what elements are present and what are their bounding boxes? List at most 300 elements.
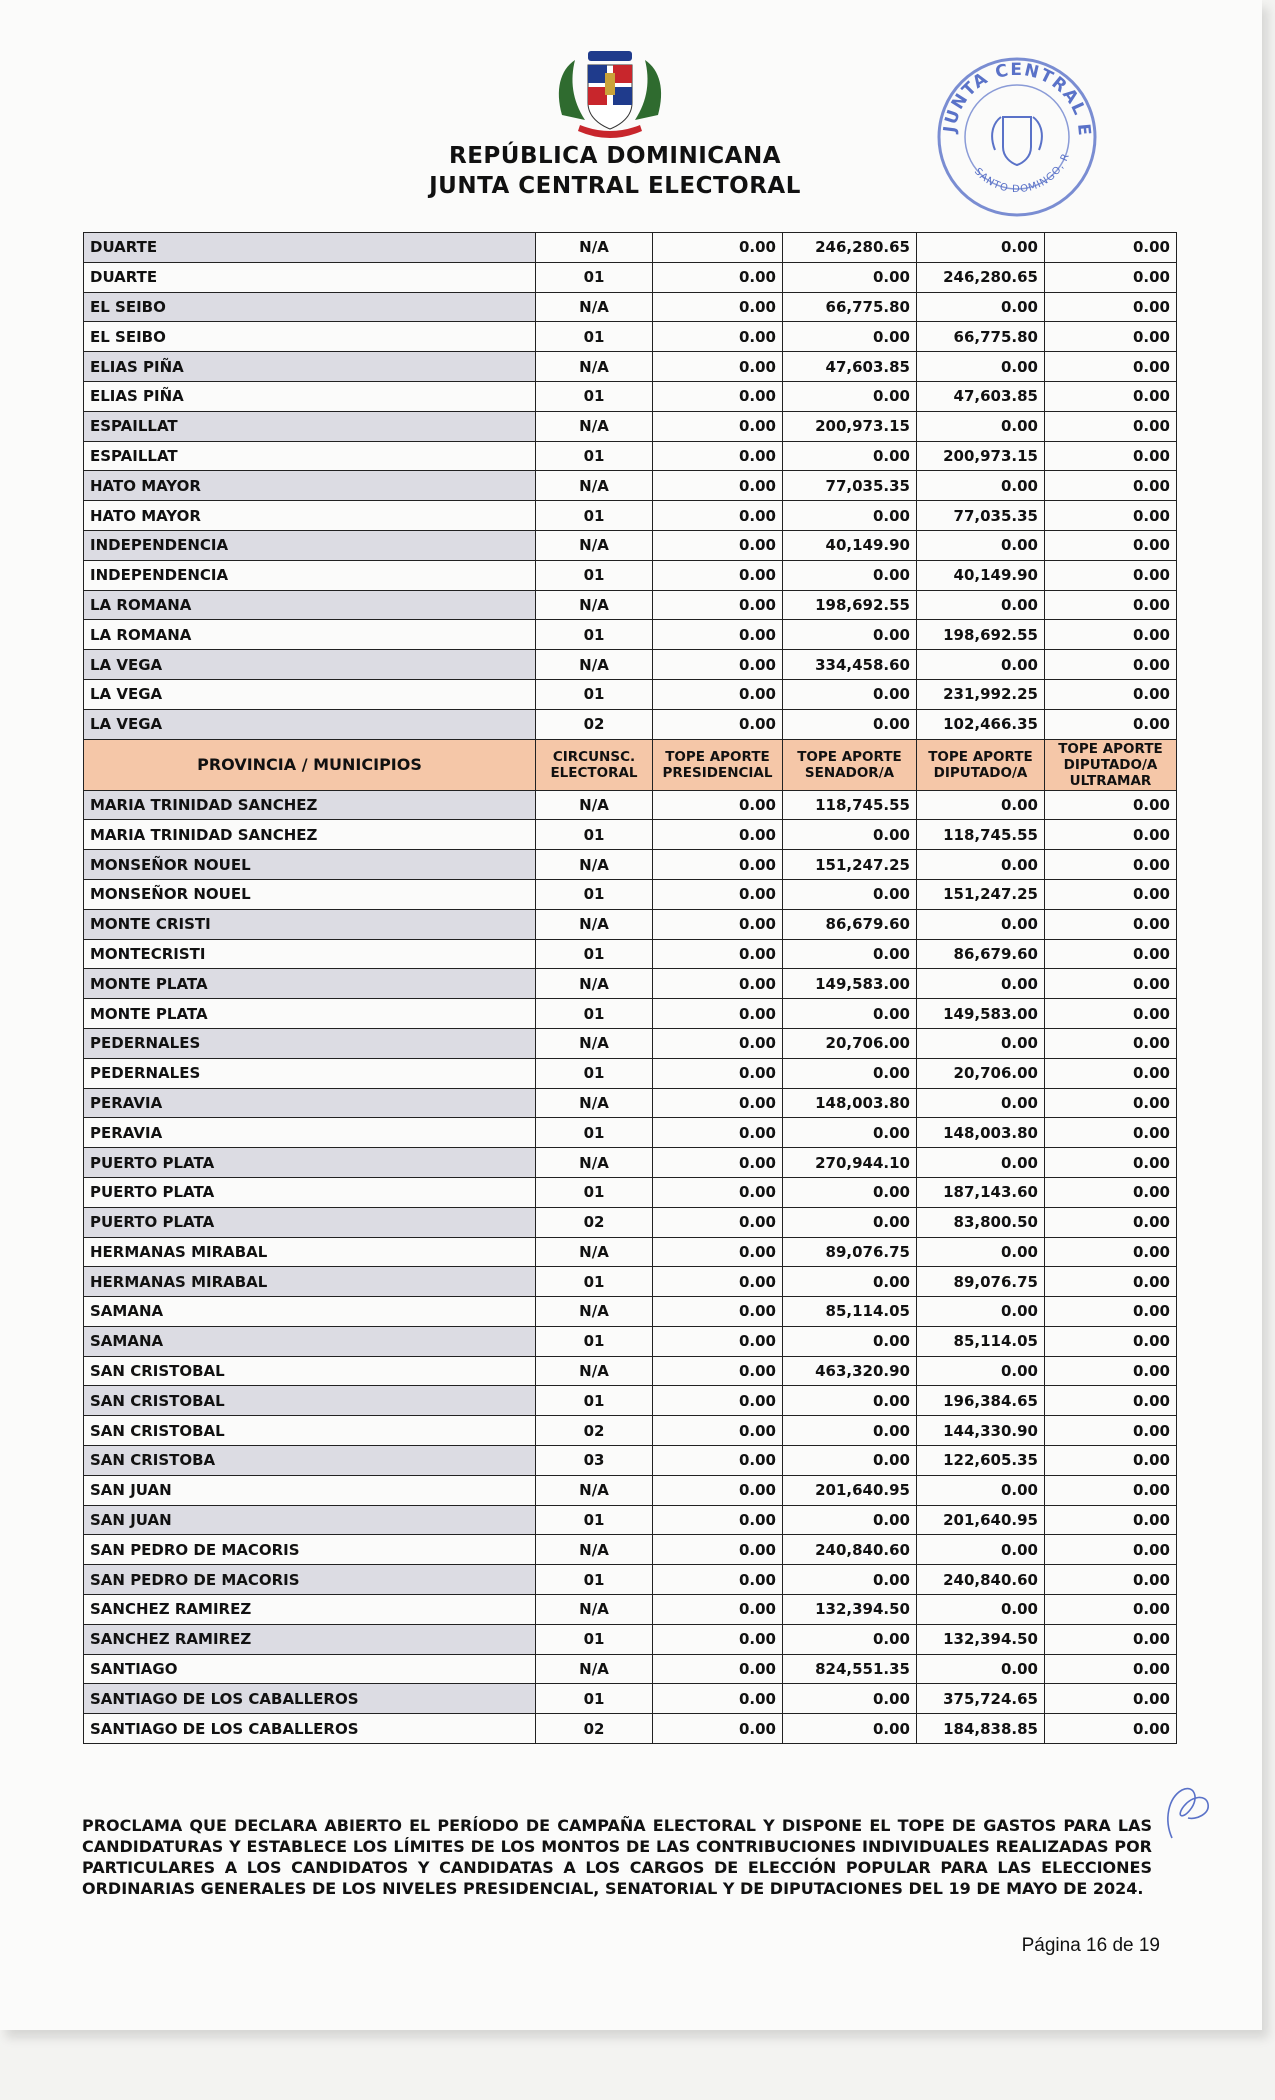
cell-presidencial: 0.00 bbox=[653, 322, 783, 352]
official-seal-stamp bbox=[925, 55, 1110, 220]
cell-diputado: 0.00 bbox=[917, 292, 1045, 322]
cell-provincia: HERMANAS MIRABAL bbox=[84, 1267, 536, 1297]
cell-presidencial: 0.00 bbox=[653, 1118, 783, 1148]
cell-circunscripcion: N/A bbox=[536, 411, 653, 441]
table-row bbox=[84, 1654, 1177, 1684]
cell-diputado: 122,605.35 bbox=[917, 1446, 1045, 1476]
table-row bbox=[84, 1624, 1177, 1654]
cell-presidencial: 0.00 bbox=[653, 292, 783, 322]
table-row bbox=[84, 679, 1177, 709]
cell-provincia: MARIA TRINIDAD SANCHEZ bbox=[84, 790, 536, 820]
cell-diputado: 86,679.60 bbox=[917, 939, 1045, 969]
cell-diputado: 0.00 bbox=[917, 530, 1045, 560]
cell-ultramar: 0.00 bbox=[1045, 292, 1177, 322]
cell-provincia: MONTE PLATA bbox=[84, 969, 536, 999]
cell-ultramar: 0.00 bbox=[1045, 650, 1177, 680]
proclamation-caption: PROCLAMA QUE DECLARA ABIERTO EL PERÍODO DE CAMPAÑA ELECTORAL Y DISPONE EL TOPE DE GASTOS PARA LAS CANDIDATURAS Y ESTABLECE LOS LÍMITES DE LOS MONTOS DE LAS CONTRIBUCIONES INDIVIDUALES REALIZADAS POR PARTICULARES A LOS CANDIDATOS Y CANDIDATAS A LOS CARGOS DE ELECCIÓN POPULAR PARA LAS ELECCIONES ORDINARIAS GENERALES DE LOS NIVELES PRESIDENCIAL, SENATORIAL Y DE DIPUTACIONES DEL 19 DE MAYO DE 2024. bbox=[82, 1816, 1152, 1898]
table-row bbox=[84, 1028, 1177, 1058]
cell-diputado: 0.00 bbox=[917, 471, 1045, 501]
cell-senador: 270,944.10 bbox=[783, 1148, 917, 1178]
cell-presidencial: 0.00 bbox=[653, 1237, 783, 1267]
cell-diputado: 151,247.25 bbox=[917, 879, 1045, 909]
cell-diputado: 132,394.50 bbox=[917, 1624, 1045, 1654]
table-row bbox=[84, 1267, 1177, 1297]
cell-circunscripcion: 01 bbox=[536, 262, 653, 292]
cell-provincia: PERAVIA bbox=[84, 1088, 536, 1118]
cell-ultramar: 0.00 bbox=[1045, 820, 1177, 850]
cell-ultramar: 0.00 bbox=[1045, 709, 1177, 739]
cell-diputado: 0.00 bbox=[917, 1148, 1045, 1178]
cell-diputado: 0.00 bbox=[917, 1297, 1045, 1327]
cell-diputado: 231,992.25 bbox=[917, 679, 1045, 709]
header-title-republica: REPÚBLICA DOMINICANA bbox=[448, 143, 781, 169]
cell-circunscripcion: 01 bbox=[536, 1267, 653, 1297]
cell-diputado: 198,692.55 bbox=[917, 620, 1045, 650]
cell-diputado: 89,076.75 bbox=[917, 1267, 1045, 1297]
cell-ultramar: 0.00 bbox=[1045, 262, 1177, 292]
table-row bbox=[84, 650, 1177, 680]
cell-provincia: SANTIAGO bbox=[84, 1654, 536, 1684]
cell-provincia: PEDERNALES bbox=[84, 1028, 536, 1058]
cell-provincia: ESPAILLAT bbox=[84, 441, 536, 471]
table-row bbox=[84, 1416, 1177, 1446]
cell-presidencial: 0.00 bbox=[653, 1297, 783, 1327]
cell-presidencial: 0.00 bbox=[653, 1416, 783, 1446]
cell-diputado: 0.00 bbox=[917, 850, 1045, 880]
cell-ultramar: 0.00 bbox=[1045, 1386, 1177, 1416]
cell-ultramar: 0.00 bbox=[1045, 560, 1177, 590]
cell-senador: 118,745.55 bbox=[783, 790, 917, 820]
cell-presidencial: 0.00 bbox=[653, 820, 783, 850]
cell-ultramar: 0.00 bbox=[1045, 1326, 1177, 1356]
cell-senador: 66,775.80 bbox=[783, 292, 917, 322]
table-row bbox=[84, 1535, 1177, 1565]
cell-circunscripcion: 01 bbox=[536, 560, 653, 590]
cell-diputado: 0.00 bbox=[917, 1356, 1045, 1386]
cell-circunscripcion: 01 bbox=[536, 1058, 653, 1088]
table-row bbox=[84, 1326, 1177, 1356]
cell-ultramar: 0.00 bbox=[1045, 1028, 1177, 1058]
table-row bbox=[84, 969, 1177, 999]
cell-senador: 0.00 bbox=[783, 709, 917, 739]
cell-ultramar: 0.00 bbox=[1045, 1624, 1177, 1654]
cell-provincia: EL SEIBO bbox=[84, 292, 536, 322]
cell-presidencial: 0.00 bbox=[653, 1654, 783, 1684]
cell-circunscripcion: 01 bbox=[536, 879, 653, 909]
table-row bbox=[84, 1565, 1177, 1595]
cell-senador: 246,280.65 bbox=[783, 233, 917, 263]
cell-diputado: 102,466.35 bbox=[917, 709, 1045, 739]
cell-provincia: MONTE PLATA bbox=[84, 999, 536, 1029]
cell-ultramar: 0.00 bbox=[1045, 1714, 1177, 1744]
cell-ultramar: 0.00 bbox=[1045, 322, 1177, 352]
cell-provincia: SAN CRISTOBAL bbox=[84, 1386, 536, 1416]
cell-provincia: SAN PEDRO DE MACORIS bbox=[84, 1535, 536, 1565]
cell-senador: 20,706.00 bbox=[783, 1028, 917, 1058]
cell-circunscripcion: 01 bbox=[536, 1177, 653, 1207]
cell-presidencial: 0.00 bbox=[653, 1595, 783, 1625]
table-row bbox=[84, 530, 1177, 560]
cell-presidencial: 0.00 bbox=[653, 441, 783, 471]
cell-senador: 40,149.90 bbox=[783, 530, 917, 560]
cell-senador: 0.00 bbox=[783, 1118, 917, 1148]
cell-senador: 47,603.85 bbox=[783, 352, 917, 382]
cell-circunscripcion: 01 bbox=[536, 1386, 653, 1416]
cell-provincia: MONTECRISTI bbox=[84, 939, 536, 969]
cell-diputado: 118,745.55 bbox=[917, 820, 1045, 850]
cell-diputado: 144,330.90 bbox=[917, 1416, 1045, 1446]
cell-senador: 151,247.25 bbox=[783, 850, 917, 880]
cell-circunscripcion: N/A bbox=[536, 590, 653, 620]
cell-circunscripcion: 02 bbox=[536, 709, 653, 739]
table-row bbox=[84, 1505, 1177, 1535]
cell-ultramar: 0.00 bbox=[1045, 1058, 1177, 1088]
header-title-junta: JUNTA CENTRAL ELECTORAL bbox=[429, 173, 801, 199]
cell-diputado: 66,775.80 bbox=[917, 322, 1045, 352]
cell-presidencial: 0.00 bbox=[653, 1148, 783, 1178]
cell-presidencial: 0.00 bbox=[653, 999, 783, 1029]
cell-senador: 0.00 bbox=[783, 1267, 917, 1297]
table-row bbox=[84, 1684, 1177, 1714]
cell-ultramar: 0.00 bbox=[1045, 501, 1177, 531]
cell-diputado: 200,973.15 bbox=[917, 441, 1045, 471]
cell-circunscripcion: 01 bbox=[536, 999, 653, 1029]
cell-circunscripcion: N/A bbox=[536, 530, 653, 560]
cell-provincia: SANTIAGO DE LOS CABALLEROS bbox=[84, 1714, 536, 1744]
cell-provincia: LA VEGA bbox=[84, 709, 536, 739]
cell-ultramar: 0.00 bbox=[1045, 879, 1177, 909]
cell-provincia: ELIAS PIÑA bbox=[84, 381, 536, 411]
svg-text:JUNTA CENTRAL ELECTORAL: JUNTA CENTRAL E bbox=[940, 59, 1095, 138]
cell-diputado: 77,035.35 bbox=[917, 501, 1045, 531]
cell-diputado: 149,583.00 bbox=[917, 999, 1045, 1029]
cell-diputado: 0.00 bbox=[917, 1088, 1045, 1118]
cell-diputado: 0.00 bbox=[917, 590, 1045, 620]
table-row bbox=[84, 620, 1177, 650]
cell-provincia: SAN JUAN bbox=[84, 1505, 536, 1535]
cell-provincia: SAN CRISTOBAL bbox=[84, 1416, 536, 1446]
cell-presidencial: 0.00 bbox=[653, 1386, 783, 1416]
cell-senador: 0.00 bbox=[783, 1058, 917, 1088]
cell-presidencial: 0.00 bbox=[653, 1267, 783, 1297]
table-row bbox=[84, 1088, 1177, 1118]
cell-senador: 0.00 bbox=[783, 679, 917, 709]
table-row bbox=[84, 262, 1177, 292]
cell-ultramar: 0.00 bbox=[1045, 1595, 1177, 1625]
cell-senador: 77,035.35 bbox=[783, 471, 917, 501]
cell-circunscripcion: N/A bbox=[536, 1475, 653, 1505]
cell-provincia: PEDERNALES bbox=[84, 1058, 536, 1088]
cell-presidencial: 0.00 bbox=[653, 262, 783, 292]
cell-diputado: 0.00 bbox=[917, 352, 1045, 382]
cell-provincia: SAMANA bbox=[84, 1326, 536, 1356]
cell-diputado: 0.00 bbox=[917, 1595, 1045, 1625]
cell-ultramar: 0.00 bbox=[1045, 1535, 1177, 1565]
cell-presidencial: 0.00 bbox=[653, 352, 783, 382]
cell-senador: 201,640.95 bbox=[783, 1475, 917, 1505]
table-row bbox=[84, 999, 1177, 1029]
cell-ultramar: 0.00 bbox=[1045, 590, 1177, 620]
cell-provincia: ESPAILLAT bbox=[84, 411, 536, 441]
table-row bbox=[84, 1356, 1177, 1386]
cell-diputado: 0.00 bbox=[917, 1028, 1045, 1058]
cell-senador: 0.00 bbox=[783, 1326, 917, 1356]
cell-senador: 0.00 bbox=[783, 381, 917, 411]
cell-provincia: HATO MAYOR bbox=[84, 501, 536, 531]
svg-text:SANTO DOMINGO, R.D.: SANTO DOMINGO, R bbox=[971, 151, 1072, 196]
cell-circunscripcion: N/A bbox=[536, 292, 653, 322]
cell-provincia: DUARTE bbox=[84, 262, 536, 292]
cell-ultramar: 0.00 bbox=[1045, 850, 1177, 880]
cell-senador: 0.00 bbox=[783, 1416, 917, 1446]
column-header-senador: TOPE APORTE SENADOR/A bbox=[783, 739, 917, 790]
cell-senador: 0.00 bbox=[783, 1505, 917, 1535]
cell-circunscripcion: 01 bbox=[536, 820, 653, 850]
cell-ultramar: 0.00 bbox=[1045, 679, 1177, 709]
coat-of-arms-icon bbox=[550, 45, 670, 145]
cell-ultramar: 0.00 bbox=[1045, 1684, 1177, 1714]
cell-senador: 240,840.60 bbox=[783, 1535, 917, 1565]
cell-senador: 149,583.00 bbox=[783, 969, 917, 999]
cell-circunscripcion: N/A bbox=[536, 1297, 653, 1327]
cell-presidencial: 0.00 bbox=[653, 1028, 783, 1058]
cell-circunscripcion: 01 bbox=[536, 381, 653, 411]
cell-ultramar: 0.00 bbox=[1045, 999, 1177, 1029]
handwritten-initials bbox=[1160, 1780, 1215, 1850]
cell-presidencial: 0.00 bbox=[653, 1177, 783, 1207]
cell-diputado: 83,800.50 bbox=[917, 1207, 1045, 1237]
cell-senador: 463,320.90 bbox=[783, 1356, 917, 1386]
page-number: Página 16 de 19 bbox=[1021, 1935, 1160, 1956]
cell-senador: 0.00 bbox=[783, 620, 917, 650]
cell-diputado: 20,706.00 bbox=[917, 1058, 1045, 1088]
cell-presidencial: 0.00 bbox=[653, 233, 783, 263]
cell-senador: 0.00 bbox=[783, 999, 917, 1029]
cell-ultramar: 0.00 bbox=[1045, 1565, 1177, 1595]
cell-diputado: 0.00 bbox=[917, 1475, 1045, 1505]
cell-provincia: SAN CRISTOBAL bbox=[84, 1356, 536, 1386]
cell-provincia: EL SEIBO bbox=[84, 322, 536, 352]
table-row bbox=[84, 1148, 1177, 1178]
cell-senador: 824,551.35 bbox=[783, 1654, 917, 1684]
cell-ultramar: 0.00 bbox=[1045, 441, 1177, 471]
cell-ultramar: 0.00 bbox=[1045, 1505, 1177, 1535]
cell-diputado: 0.00 bbox=[917, 1654, 1045, 1684]
cell-provincia: PUERTO PLATA bbox=[84, 1207, 536, 1237]
cell-ultramar: 0.00 bbox=[1045, 1118, 1177, 1148]
cell-presidencial: 0.00 bbox=[653, 1535, 783, 1565]
cell-circunscripcion: N/A bbox=[536, 1595, 653, 1625]
cell-circunscripcion: N/A bbox=[536, 1237, 653, 1267]
cell-presidencial: 0.00 bbox=[653, 969, 783, 999]
cell-ultramar: 0.00 bbox=[1045, 1416, 1177, 1446]
table-row bbox=[84, 1207, 1177, 1237]
cell-provincia: DUARTE bbox=[84, 233, 536, 263]
cell-presidencial: 0.00 bbox=[653, 879, 783, 909]
cell-circunscripcion: 02 bbox=[536, 1416, 653, 1446]
column-header-ultramar: TOPE APORTE DIPUTADO/A ULTRAMAR bbox=[1045, 739, 1177, 790]
cell-presidencial: 0.00 bbox=[653, 411, 783, 441]
table-row bbox=[84, 1475, 1177, 1505]
table-row bbox=[84, 1237, 1177, 1267]
cell-senador: 0.00 bbox=[783, 560, 917, 590]
cell-circunscripcion: 02 bbox=[536, 1207, 653, 1237]
cell-diputado: 0.00 bbox=[917, 411, 1045, 441]
table-row bbox=[84, 820, 1177, 850]
cell-circunscripcion: N/A bbox=[536, 471, 653, 501]
cell-circunscripcion: 01 bbox=[536, 1684, 653, 1714]
cell-circunscripcion: 02 bbox=[536, 1714, 653, 1744]
cell-senador: 334,458.60 bbox=[783, 650, 917, 680]
cell-senador: 86,679.60 bbox=[783, 909, 917, 939]
cell-circunscripcion: N/A bbox=[536, 352, 653, 382]
cell-ultramar: 0.00 bbox=[1045, 1207, 1177, 1237]
cell-senador: 0.00 bbox=[783, 322, 917, 352]
table-row bbox=[84, 560, 1177, 590]
cell-ultramar: 0.00 bbox=[1045, 411, 1177, 441]
cell-provincia: ELIAS PIÑA bbox=[84, 352, 536, 382]
cell-senador: 200,973.15 bbox=[783, 411, 917, 441]
cell-provincia: PERAVIA bbox=[84, 1118, 536, 1148]
cell-diputado: 196,384.65 bbox=[917, 1386, 1045, 1416]
cell-provincia: INDEPENDENCIA bbox=[84, 560, 536, 590]
cell-diputado: 240,840.60 bbox=[917, 1565, 1045, 1595]
cell-senador: 89,076.75 bbox=[783, 1237, 917, 1267]
table-row bbox=[84, 292, 1177, 322]
cell-ultramar: 0.00 bbox=[1045, 530, 1177, 560]
cell-circunscripcion: 01 bbox=[536, 1624, 653, 1654]
cell-senador: 0.00 bbox=[783, 501, 917, 531]
cell-senador: 0.00 bbox=[783, 441, 917, 471]
cell-provincia: LA VEGA bbox=[84, 650, 536, 680]
cell-provincia: SANTIAGO DE LOS CABALLEROS bbox=[84, 1684, 536, 1714]
cell-provincia: PUERTO PLATA bbox=[84, 1148, 536, 1178]
cell-provincia: LA VEGA bbox=[84, 679, 536, 709]
cell-presidencial: 0.00 bbox=[653, 1475, 783, 1505]
cell-ultramar: 0.00 bbox=[1045, 233, 1177, 263]
cell-provincia: SAN JUAN bbox=[84, 1475, 536, 1505]
table-row bbox=[84, 411, 1177, 441]
cell-presidencial: 0.00 bbox=[653, 1088, 783, 1118]
cell-provincia: SANCHEZ RAMIREZ bbox=[84, 1624, 536, 1654]
cell-presidencial: 0.00 bbox=[653, 650, 783, 680]
cell-circunscripcion: 01 bbox=[536, 1505, 653, 1535]
table-row bbox=[84, 850, 1177, 880]
cell-presidencial: 0.00 bbox=[653, 471, 783, 501]
cell-senador: 0.00 bbox=[783, 820, 917, 850]
cell-circunscripcion: 01 bbox=[536, 1118, 653, 1148]
table-row bbox=[84, 709, 1177, 739]
cell-presidencial: 0.00 bbox=[653, 1207, 783, 1237]
cell-senador: 85,114.05 bbox=[783, 1297, 917, 1327]
cell-presidencial: 0.00 bbox=[653, 1446, 783, 1476]
cell-diputado: 184,838.85 bbox=[917, 1714, 1045, 1744]
cell-circunscripcion: N/A bbox=[536, 969, 653, 999]
table-row bbox=[84, 1177, 1177, 1207]
cell-provincia: SAN PEDRO DE MACORIS bbox=[84, 1565, 536, 1595]
table-row bbox=[84, 909, 1177, 939]
cell-provincia: SAMANA bbox=[84, 1297, 536, 1327]
cell-circunscripcion: 01 bbox=[536, 501, 653, 531]
cell-circunscripcion: N/A bbox=[536, 1535, 653, 1565]
cell-ultramar: 0.00 bbox=[1045, 909, 1177, 939]
cell-provincia: INDEPENDENCIA bbox=[84, 530, 536, 560]
table-row bbox=[84, 1386, 1177, 1416]
cell-ultramar: 0.00 bbox=[1045, 1267, 1177, 1297]
cell-presidencial: 0.00 bbox=[653, 501, 783, 531]
cell-diputado: 187,143.60 bbox=[917, 1177, 1045, 1207]
cell-presidencial: 0.00 bbox=[653, 850, 783, 880]
table-row bbox=[84, 879, 1177, 909]
cell-presidencial: 0.00 bbox=[653, 1356, 783, 1386]
cell-presidencial: 0.00 bbox=[653, 1505, 783, 1535]
cell-senador: 198,692.55 bbox=[783, 590, 917, 620]
cell-diputado: 40,149.90 bbox=[917, 560, 1045, 590]
cell-circunscripcion: 01 bbox=[536, 1565, 653, 1595]
cell-presidencial: 0.00 bbox=[653, 1058, 783, 1088]
cell-ultramar: 0.00 bbox=[1045, 620, 1177, 650]
table-row bbox=[84, 1058, 1177, 1088]
cell-circunscripcion: N/A bbox=[536, 850, 653, 880]
cell-circunscripcion: 01 bbox=[536, 620, 653, 650]
cell-presidencial: 0.00 bbox=[653, 1684, 783, 1714]
cell-presidencial: 0.00 bbox=[653, 620, 783, 650]
cell-diputado: 375,724.65 bbox=[917, 1684, 1045, 1714]
cell-diputado: 0.00 bbox=[917, 1535, 1045, 1565]
table-row bbox=[84, 1595, 1177, 1625]
cell-presidencial: 0.00 bbox=[653, 679, 783, 709]
column-header-circunscripcion: CIRCUNSC. ELECTORAL bbox=[536, 739, 653, 790]
cell-diputado: 0.00 bbox=[917, 1237, 1045, 1267]
table-row bbox=[84, 322, 1177, 352]
table-row bbox=[84, 233, 1177, 263]
table-row bbox=[84, 1446, 1177, 1476]
cell-provincia: MARIA TRINIDAD SANCHEZ bbox=[84, 820, 536, 850]
cell-provincia: HERMANAS MIRABAL bbox=[84, 1237, 536, 1267]
column-header-diputado: TOPE APORTE DIPUTADO/A bbox=[917, 739, 1045, 790]
table-row bbox=[84, 471, 1177, 501]
cell-circunscripcion: 03 bbox=[536, 1446, 653, 1476]
cell-diputado: 85,114.05 bbox=[917, 1326, 1045, 1356]
table-header-row bbox=[84, 739, 1177, 790]
cell-presidencial: 0.00 bbox=[653, 530, 783, 560]
cell-circunscripcion: 01 bbox=[536, 939, 653, 969]
cell-diputado: 47,603.85 bbox=[917, 381, 1045, 411]
cell-presidencial: 0.00 bbox=[653, 1714, 783, 1744]
cell-diputado: 0.00 bbox=[917, 650, 1045, 680]
cell-senador: 0.00 bbox=[783, 879, 917, 909]
campaign-contribution-limits-table bbox=[83, 232, 1177, 1744]
cell-diputado: 246,280.65 bbox=[917, 262, 1045, 292]
cell-presidencial: 0.00 bbox=[653, 381, 783, 411]
cell-provincia: SAN CRISTOBA bbox=[84, 1446, 536, 1476]
cell-circunscripcion: N/A bbox=[536, 233, 653, 263]
cell-presidencial: 0.00 bbox=[653, 1326, 783, 1356]
cell-provincia: PUERTO PLATA bbox=[84, 1177, 536, 1207]
cell-ultramar: 0.00 bbox=[1045, 1088, 1177, 1118]
cell-diputado: 0.00 bbox=[917, 790, 1045, 820]
cell-provincia: SANCHEZ RAMIREZ bbox=[84, 1595, 536, 1625]
cell-circunscripcion: N/A bbox=[536, 1148, 653, 1178]
cell-presidencial: 0.00 bbox=[653, 1624, 783, 1654]
cell-diputado: 201,640.95 bbox=[917, 1505, 1045, 1535]
cell-ultramar: 0.00 bbox=[1045, 790, 1177, 820]
table-row bbox=[84, 590, 1177, 620]
cell-diputado: 0.00 bbox=[917, 969, 1045, 999]
cell-presidencial: 0.00 bbox=[653, 909, 783, 939]
cell-ultramar: 0.00 bbox=[1045, 1446, 1177, 1476]
table-row bbox=[84, 501, 1177, 531]
